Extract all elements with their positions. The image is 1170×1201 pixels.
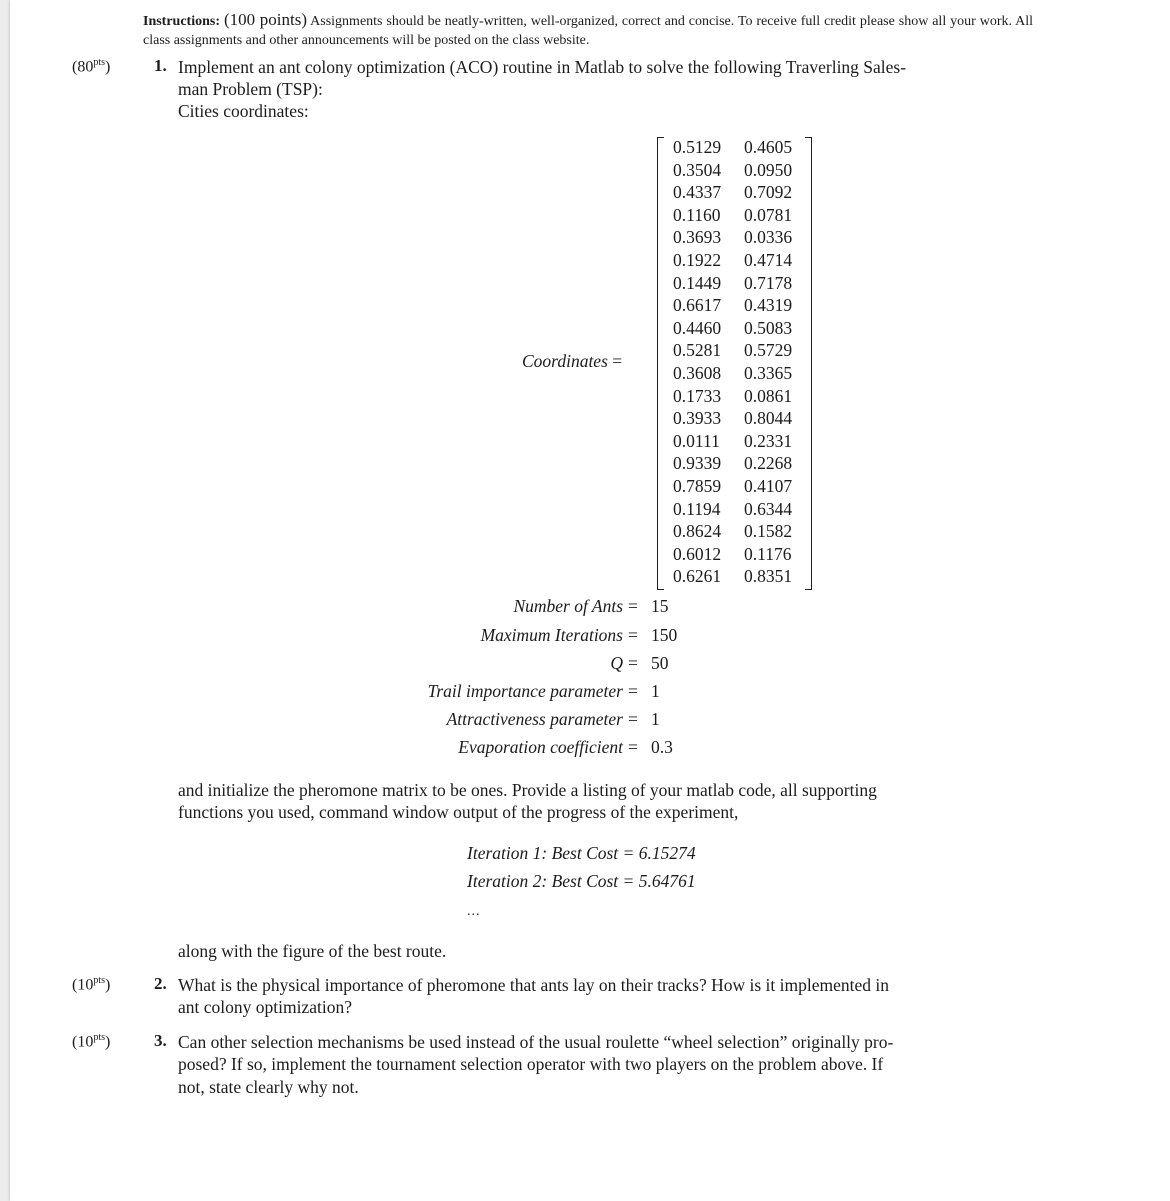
q3-number: 3. xyxy=(154,1031,167,1050)
q3-line-3: not, state clearly why not. xyxy=(178,1077,359,1097)
matrix-label-text: Coordinates xyxy=(522,351,608,371)
matrix-row xyxy=(673,544,803,566)
matrix-cell-x: 0.1733 xyxy=(673,385,722,406)
matrix-row xyxy=(673,363,803,385)
instructions-label: Instructions: xyxy=(143,14,221,29)
matrix-cell-y: 0.4714 xyxy=(744,250,793,270)
matrix-row xyxy=(673,318,803,340)
q1-number: 1. xyxy=(154,56,167,75)
instructions-paragraph xyxy=(143,10,1033,50)
matrix-row xyxy=(673,453,803,475)
q2-points-value: 10 xyxy=(77,976,94,994)
instructions-points: (100 points) xyxy=(223,10,307,29)
q3-line-2: posed? If so, implement the tournament selection operator with two players on the problem above. If xyxy=(178,1054,884,1074)
matrix-cell-x: 0.1922 xyxy=(673,250,722,270)
parameter-equals: = xyxy=(628,681,638,701)
parameter-equals: = xyxy=(628,737,638,757)
parameter-name: Evaporation coefficient xyxy=(458,737,623,757)
matrix-cell-x: 0.6012 xyxy=(673,543,722,564)
parameter-name: Number of Ants xyxy=(513,596,623,616)
parameter-equals: = xyxy=(628,625,638,645)
matrix-cell-y: 0.4605 xyxy=(744,137,793,157)
q1-line-3: Cities coordinates: xyxy=(178,101,309,121)
matrix-cell-y: 0.0861 xyxy=(744,385,793,406)
matrix-cell-x: 0.8624 xyxy=(673,521,722,542)
matrix-row xyxy=(673,408,803,430)
parameter-equals: = xyxy=(628,653,638,673)
q2-points: $(10^{pts})$ xyxy=(72,975,111,994)
instructions-text: Assignments should be neatly-written, well-organized, correct and concise. To receive full credit please show all your work. All class assignments and other announcements will be posted on the class website. xyxy=(143,14,1034,48)
matrix-cell-x: 0.1160 xyxy=(673,204,721,225)
matrix-cell-y: 0.5083 xyxy=(744,317,793,338)
matrix-equals: = xyxy=(612,351,623,371)
matrix-cell-x: 0.5281 xyxy=(673,340,722,361)
q2-points-unit: pts xyxy=(93,975,105,986)
matrix-row xyxy=(673,566,803,588)
q1-after-line-2: functions you used, command window output of the progress of the experiment, xyxy=(178,802,739,822)
parameter-value: 50 xyxy=(651,653,669,673)
matrix-cell-x: 0.7859 xyxy=(673,476,722,496)
matrix-right-bracket xyxy=(805,137,812,590)
matrix-cell-y: 0.7178 xyxy=(744,272,793,293)
matrix-row xyxy=(673,205,803,227)
q1-points-unit: pts xyxy=(93,57,105,68)
q1-line-2: man Problem (TSP): xyxy=(178,79,323,99)
iteration-ellipsis: ... xyxy=(467,904,481,919)
matrix-cell-y: 0.4319 xyxy=(744,295,793,316)
parameter-value: 150 xyxy=(651,625,678,645)
matrix-row xyxy=(673,227,803,249)
matrix-cell-y: 0.0781 xyxy=(744,204,793,225)
q2-line-1: What is the physical importance of pheromone that ants lay on their tracks? How is it implemented in xyxy=(178,975,889,995)
matrix-cell-y: 0.0336 xyxy=(744,227,793,248)
q1-after-line-1: and initialize the pheromone matrix to be ones. Provide a listing of your matlab code, all supporting xyxy=(178,780,877,800)
parameter-value: 15 xyxy=(651,596,669,616)
matrix-cell-y: 0.2268 xyxy=(744,453,793,474)
matrix-cell-y: 0.6344 xyxy=(744,498,793,519)
iteration-2-output: Iteration 2: Best Cost = 5.64761 xyxy=(467,871,696,891)
matrix-row xyxy=(673,160,803,182)
parameter-value: 1 xyxy=(651,709,660,729)
matrix-cell-y: 0.2331 xyxy=(744,430,793,451)
matrix-row xyxy=(673,499,803,521)
q3-points-value: 10 xyxy=(77,1033,94,1051)
matrix-row xyxy=(673,273,803,295)
matrix-cell-x: 0.3504 xyxy=(673,159,722,180)
parameter-equals: = xyxy=(628,709,638,729)
matrix-left-bracket xyxy=(657,137,664,590)
matrix-cell-y: 0.5729 xyxy=(744,340,793,361)
matrix-cell-x: 0.3608 xyxy=(673,363,722,383)
matrix-row xyxy=(673,476,803,498)
parameter-name: Attractiveness parameter xyxy=(446,709,623,729)
matrix-row xyxy=(673,431,803,453)
matrix-cell-x: 0.5129 xyxy=(673,137,722,157)
matrix-cell-x: 0.1449 xyxy=(673,272,722,293)
matrix-label xyxy=(522,351,622,372)
parameter-name: Q xyxy=(610,653,623,673)
matrix-cell-y: 0.8351 xyxy=(744,566,793,587)
parameter-name: Trail importance parameter xyxy=(427,681,623,701)
matrix-cell-y: 0.4107 xyxy=(744,476,793,496)
matrix-cell-y: 0.8044 xyxy=(744,408,793,429)
parameter-value: 0.3 xyxy=(651,737,673,757)
matrix-cell-x: 0.3933 xyxy=(673,408,722,429)
matrix-cell-y: 0.3365 xyxy=(744,363,793,383)
q3-points-unit: pts xyxy=(93,1032,105,1043)
parameter-name: Maximum Iterations xyxy=(480,625,623,645)
matrix-row xyxy=(673,340,803,362)
q3-points: $(10^{pts})$ xyxy=(72,1032,111,1051)
iteration-1-output: Iteration 1: Best Cost = 6.15274 xyxy=(467,843,696,863)
matrix-row xyxy=(673,182,803,204)
q1-line-1: Implement an ant colony optimization (ACO) routine in Matlab to solve the following Traverling Sales- xyxy=(178,57,907,77)
parameter-value: 1 xyxy=(651,681,660,701)
q2-number: 2. xyxy=(154,974,167,993)
matrix-cell-x: 0.0111 xyxy=(673,430,720,451)
q1-points-value: 80 xyxy=(77,58,94,76)
q2-line-2: ant colony optimization? xyxy=(178,997,352,1017)
q1-points: $(80^{pts})$ xyxy=(72,57,111,76)
matrix-cell-x: 0.4460 xyxy=(673,317,722,338)
matrix-cell-x: 0.4337 xyxy=(673,182,722,203)
matrix-cell-y: 0.0950 xyxy=(744,159,793,180)
matrix-row xyxy=(673,137,803,159)
q1-closing-line: along with the figure of the best route. xyxy=(178,941,447,961)
q3-line-1: Can other selection mechanisms be used instead of the usual roulette “wheel selection” originally pro- xyxy=(178,1032,894,1052)
matrix-cell-x: 0.1194 xyxy=(673,498,721,519)
matrix-cell-x: 0.6617 xyxy=(673,295,722,316)
matrix-cell-x: 0.6261 xyxy=(673,566,722,587)
matrix-cell-y: 0.1582 xyxy=(744,521,793,542)
matrix-cell-x: 0.9339 xyxy=(673,453,722,474)
parameter-equals: = xyxy=(628,596,638,616)
matrix-row xyxy=(673,250,803,272)
matrix-cell-x: 0.3693 xyxy=(673,227,722,248)
matrix-cell-y: 0.7092 xyxy=(744,182,793,203)
matrix-cell-y: 0.1176 xyxy=(744,543,792,564)
matrix-row xyxy=(673,521,803,543)
matrix-row xyxy=(673,295,803,317)
matrix-row xyxy=(673,386,803,408)
